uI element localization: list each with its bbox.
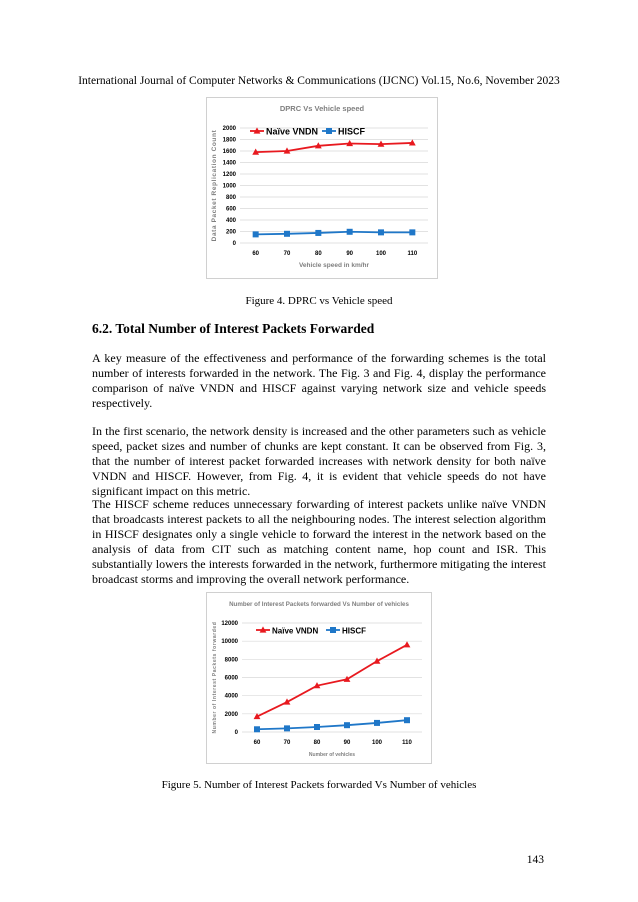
- interest-packets-line-chart: [206, 592, 432, 764]
- legend-label: Naïve VNDN: [266, 126, 319, 137]
- data-point-square: [378, 229, 384, 235]
- y-tick-label: 600: [225, 206, 236, 213]
- y-tick-label: 1000: [222, 183, 236, 190]
- x-tick-label: 100: [371, 740, 383, 746]
- y-tick-label: 1800: [222, 137, 236, 144]
- x-axis-label: Vehicle speed in km/hr: [298, 262, 370, 269]
- page-number: 143: [526, 854, 544, 866]
- y-axis-label: Number of Interest Packets forwarded: [212, 621, 218, 734]
- y-tick-label: 1200: [222, 172, 236, 178]
- y-tick-label: 2000: [224, 711, 238, 718]
- figure-4-chart: [206, 97, 438, 279]
- figure-4-caption: Figure 4. DPRC vs Vehicle speed: [245, 295, 393, 307]
- data-point-square: [315, 230, 321, 236]
- y-tick-label: 1400: [222, 160, 236, 167]
- x-tick-label: 70: [283, 251, 291, 257]
- paragraph-2: In the first scenario, the network density is increased and the other parameters such as vehicle speed, packet sizes and number of chunks are kept constant. It can be observed from Fig. 3, that the number of interest packet forwarded increases with network density for both naïve VNDN and HISCF. However, from Fig. 4, it is evident that vehicle speeds do not have significant impact on this metric.: [92, 424, 546, 498]
- y-tick-label: 6000: [224, 675, 238, 682]
- x-tick-label: 80: [313, 740, 321, 746]
- y-tick-label: 0: [234, 730, 238, 736]
- x-tick-label: 70: [283, 740, 291, 746]
- x-tick-label: 60: [252, 251, 260, 257]
- y-tick-label: 1600: [222, 149, 236, 155]
- data-point-square: [284, 231, 290, 237]
- legend-marker-square: [326, 128, 332, 134]
- y-tick-label: 800: [225, 195, 236, 201]
- x-tick-label: 90: [343, 740, 351, 746]
- y-tick-label: 4000: [224, 693, 238, 700]
- figure-5-chart: [206, 592, 432, 764]
- legend-label: HISCF: [338, 126, 365, 137]
- x-tick-label: 100: [375, 251, 387, 257]
- data-point-square: [409, 229, 415, 235]
- x-tick-label: 80: [314, 251, 322, 257]
- chart-frame: [207, 98, 438, 279]
- x-tick-label: 60: [253, 740, 261, 746]
- x-tick-label: 110: [402, 740, 412, 746]
- data-point-square: [347, 229, 353, 235]
- chart-frame: [207, 593, 432, 764]
- paragraph-1: A key measure of the effectiveness and performance of the forwarding schemes is the total number of interests forwarded in the network. The Fig. 3 and Fig. 4, display the performance comparison of naïve VNDN and HISCF against varying network size and vehicle speeds respectively.: [92, 351, 546, 410]
- data-point-square: [284, 725, 290, 731]
- y-tick-label: 10000: [221, 639, 238, 646]
- legend-label: Naïve VNDN: [272, 626, 319, 636]
- y-tick-label: 0: [232, 241, 236, 247]
- legend-label: HISCF: [342, 626, 366, 636]
- data-point-square: [404, 717, 410, 723]
- y-tick-label: 12000: [221, 621, 238, 627]
- figure-5-caption: Figure 5. Number of Interest Packets forwarded Vs Number of vehicles: [161, 779, 477, 791]
- x-tick-label: 110: [407, 251, 418, 257]
- x-axis-label: Number of vehicles: [308, 752, 356, 758]
- data-point-square: [374, 720, 380, 726]
- data-point-square: [344, 722, 350, 728]
- legend-marker-square: [330, 627, 336, 633]
- x-tick-label: 90: [346, 251, 354, 257]
- journal-header: International Journal of Computer Networks & Communications (IJCNC) Vol.15, No.6, November 2023: [78, 75, 560, 87]
- dprc-line-chart: [206, 97, 438, 279]
- y-tick-label: 200: [225, 229, 236, 236]
- y-tick-label: 2000: [222, 126, 236, 132]
- data-point-square: [254, 726, 260, 732]
- y-tick-label: 400: [225, 218, 236, 224]
- section-title: 6.2. Total Number of Interest Packets Forwarded: [92, 321, 375, 336]
- y-tick-label: 8000: [224, 657, 238, 664]
- data-point-square: [314, 724, 320, 730]
- y-axis-label: Data Packet Replication Count: [211, 129, 218, 242]
- data-point-square: [253, 231, 259, 237]
- paragraph-3: The HISCF scheme reduces unnecessary forwarding of interest packets unlike naïve VNDN that broadcasts interest packets to all the neighbouring nodes. The interest selection algorithm in HISCF designates only a single vehicle to forward the interest in the network based on the analysis of data from CIT such as matching content name, hop count and ISR. This substantially lowers the interests forwarded in the network, furthermore mitigating the interest broadcast storms and improving the overall network performance.: [92, 497, 546, 586]
- chart-title: DPRC Vs Vehicle speed: [279, 104, 365, 113]
- chart-title: Number of Interest Packets forwarded Vs Number of vehicles: [229, 601, 409, 608]
